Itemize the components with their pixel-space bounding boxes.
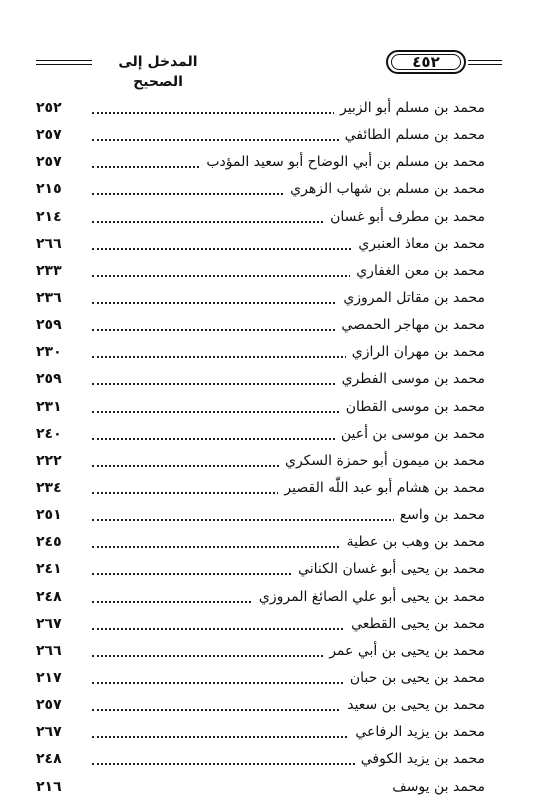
entry-name: محمد بن مهران الرازي <box>346 341 485 363</box>
entry-name: محمد بن يحيى أبو غسان الكناني <box>292 558 485 580</box>
page-number-badge <box>386 50 466 74</box>
header-rule-left <box>36 60 92 65</box>
index-entry <box>0 122 535 149</box>
entry-page-number: ٢٣٤ <box>36 479 62 496</box>
entry-name: محمد بن مسلم الطائفي <box>339 124 485 146</box>
index-entry <box>0 529 535 556</box>
entry-name: محمد بن معن الغفاري <box>350 260 485 282</box>
entry-page-number: ٢٣٦ <box>36 289 62 306</box>
entry-name: محمد بن يزيد الرفاعي <box>349 721 485 743</box>
entry-page-number: ٢٤٨ <box>36 588 62 605</box>
index-entry <box>0 366 535 393</box>
entry-name: محمد بن مسلم أبو الزبير <box>334 97 485 119</box>
running-title: المدخل إلى الصحيح <box>118 54 198 90</box>
index-entry <box>0 204 535 231</box>
entry-page-number: ٢٥٩ <box>36 371 62 388</box>
index-entry <box>0 448 535 475</box>
running-header <box>36 50 502 90</box>
entry-name: محمد بن موسى الفطري <box>336 368 485 390</box>
entry-page-number: ٢٤٨ <box>36 751 62 768</box>
index-entry <box>0 746 535 773</box>
entry-name: محمد بن موسى القطان <box>340 396 485 418</box>
entry-page-number: ٢٦٦ <box>36 642 62 659</box>
entry-page-number: ٢١٦ <box>36 778 62 795</box>
entry-name: محمد بن يحيى بن حبان <box>344 667 485 689</box>
entry-page-number: ٢٥٧ <box>36 697 62 714</box>
index-entry <box>0 394 535 421</box>
index-entry <box>0 719 535 746</box>
entry-page-number: ٢٥٩ <box>36 317 62 334</box>
entry-name: محمد بن مسلم بن أبي الوضاح أبو سعيد المؤدب <box>200 151 485 173</box>
entry-page-number: ٢٣١ <box>36 398 62 415</box>
entry-name: محمد بن مهاجر الحمصي <box>335 314 485 336</box>
index-entry <box>0 285 535 312</box>
index-entry <box>0 421 535 448</box>
entry-name: محمد بن هشام أبو عبد اللّٰه القصير <box>278 477 485 499</box>
entry-page-number: ٢٦٧ <box>36 615 62 632</box>
entry-page-number: ٢٢٢ <box>36 452 62 469</box>
entry-page-number: ٢٣٣ <box>36 262 62 279</box>
entry-name: محمد بن يزيد الكوفي <box>355 748 485 770</box>
entry-page-number: ٢٥٧ <box>36 154 62 171</box>
entry-page-number: ٢١٥ <box>36 181 62 198</box>
entry-page-number: ٢٥١ <box>36 507 62 524</box>
entry-name: محمد بن مسلم بن شهاب الزهري <box>284 178 485 200</box>
index-entry <box>0 312 535 339</box>
entry-page-number: ٢٤٠ <box>36 425 62 442</box>
index-entry <box>0 95 535 122</box>
index-entry <box>0 774 535 801</box>
index-entry <box>0 638 535 665</box>
entry-page-number: ٢١٤ <box>36 208 62 225</box>
index-entry <box>0 339 535 366</box>
entry-name: محمد بن واسع <box>394 504 485 526</box>
header-rule-right <box>468 60 502 65</box>
index-list <box>0 95 535 801</box>
entry-name: محمد بن ميمون أبو حمزة السكري <box>279 450 485 472</box>
index-entry <box>0 665 535 692</box>
index-entry <box>0 475 535 502</box>
entry-name: محمد بن موسى بن أعين <box>335 423 485 445</box>
entry-name: محمد بن يوسف <box>386 776 485 798</box>
index-entry <box>0 611 535 638</box>
entry-page-number: ٢٦٧ <box>36 724 62 741</box>
entry-name: محمد بن مقاتل المروزي <box>337 287 485 309</box>
entry-name: محمد بن وهب بن عطية <box>341 531 485 553</box>
entry-name: محمد بن يحيى القطعي <box>345 613 485 635</box>
index-entry <box>0 176 535 203</box>
entry-page-number: ٢٤١ <box>36 561 62 578</box>
entry-page-number: ٢٣٠ <box>36 344 62 361</box>
entry-name: محمد بن يحيى أبو علي الصائغ المروزي <box>253 586 485 608</box>
index-entry <box>0 502 535 529</box>
index-entry <box>0 149 535 176</box>
entry-page-number: ٢١٧ <box>36 669 62 686</box>
page-number: ٤٥٢ <box>412 53 440 71</box>
index-entry <box>0 584 535 611</box>
index-entry <box>0 692 535 719</box>
entry-name: محمد بن يحيى بن أبي عمر <box>323 640 485 662</box>
entry-page-number: ٢٤٥ <box>36 534 62 551</box>
entry-name: محمد بن يحيى بن سعيد <box>341 694 485 716</box>
index-entry <box>0 231 535 258</box>
index-entry <box>0 556 535 583</box>
entry-name: محمد بن مطرف أبو غسان <box>324 206 485 228</box>
entry-name: محمد بن معاذ العنبري <box>352 233 485 255</box>
entry-page-number: ٢٥٢ <box>36 100 62 116</box>
index-entry <box>0 258 535 285</box>
entry-page-number: ٢٥٧ <box>36 127 62 144</box>
entry-page-number: ٢٦٦ <box>36 235 62 252</box>
